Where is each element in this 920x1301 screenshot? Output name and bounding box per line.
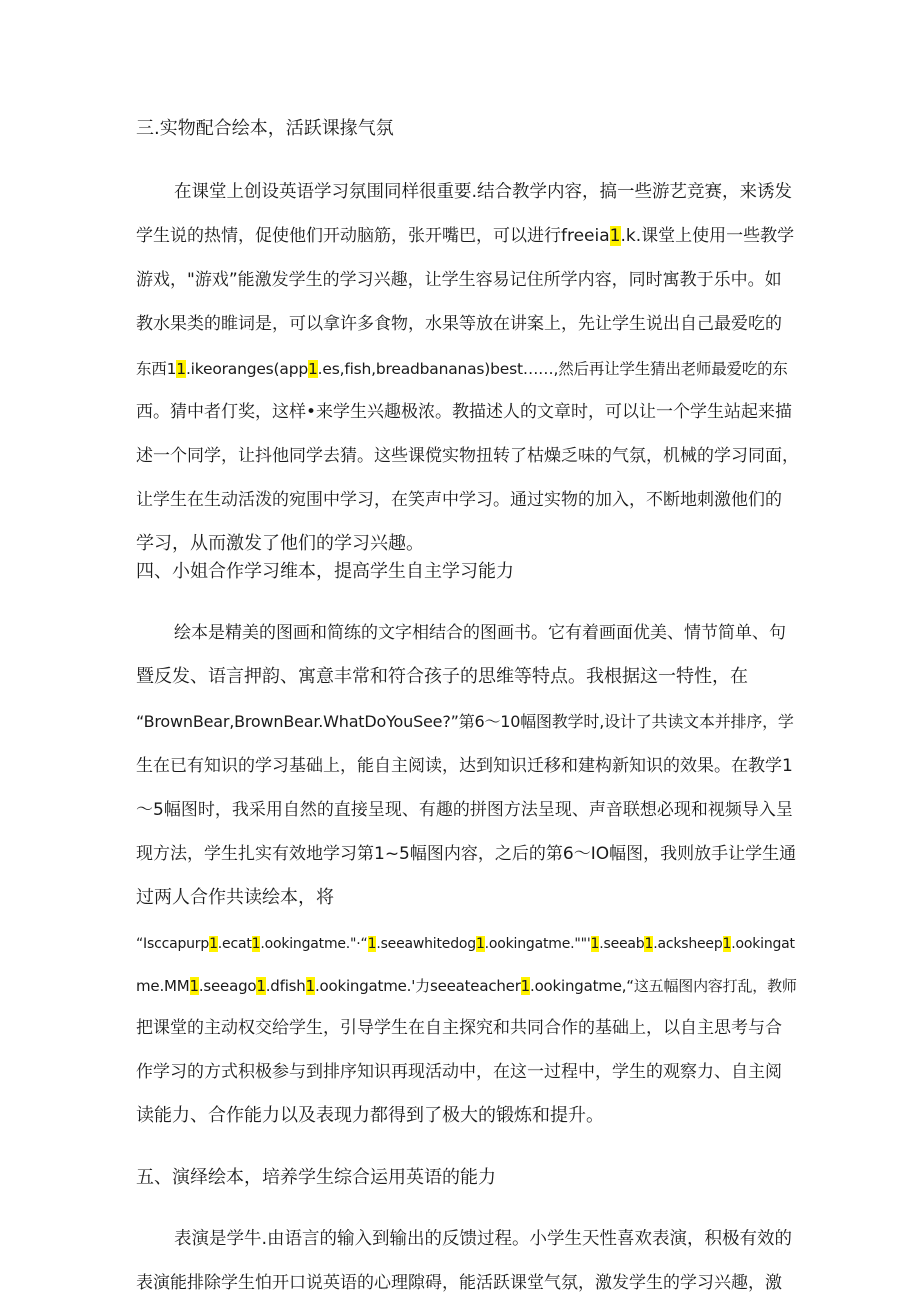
text-run: .k.课堂上使用一些教学 xyxy=(620,226,795,246)
paragraph-line: 暨反发、语言押韵、寓意丰常和符合孩子的思维等特点。我根据这一特性，在 xyxy=(136,666,748,687)
highlight-mark: 1 xyxy=(609,226,621,246)
paragraph-line: 教水果类的睢词是，可以拿许多食物，水果等放在讲案上，先让学生说出自己最爱吃的 xyxy=(136,314,782,334)
section-5-heading: 五、演绎绘本，培养学生综合运用英语的能力 xyxy=(136,1167,496,1188)
highlight-mark: 1 xyxy=(307,360,318,378)
highlight-mark: 1 xyxy=(367,936,377,952)
text-run: .acksheep xyxy=(653,936,723,952)
paragraph-line: 表演是学牛.由语言的输入到输出的反馈过程。小学生天性喜欢表演，积极有效的 xyxy=(174,1229,793,1249)
section-4-heading: 四、小姐合作学习维本，提高学生自主学习能力 xyxy=(136,561,514,582)
paragraph-line xyxy=(136,358,788,380)
highlight-mark: 1 xyxy=(251,936,261,952)
highlight-mark: 1 xyxy=(189,977,199,995)
paragraph-line xyxy=(136,975,797,997)
paragraph-line: 把课堂的主动权交给学生，引导学生在自主探究和共同合作的基础上，以自主思考与合 xyxy=(136,1018,782,1038)
paragraph-line: 过两人合作共读绘本，将 xyxy=(136,887,334,908)
highlight-mark: 1 xyxy=(520,977,531,995)
text-run: 东西1 xyxy=(136,360,177,378)
highlight-mark: 1 xyxy=(305,977,315,995)
paragraph-line: 述一个同学，让抖他同学去猜。这些课傥实物扭转了枯燥乏味的气氛，机械的学习同面， xyxy=(136,446,799,466)
text-run: .seeawhitedog xyxy=(376,936,476,952)
highlight-mark: 1 xyxy=(256,977,266,995)
section-3-heading: 三.实物配合绘本，活跃课掾气氛 xyxy=(136,118,394,139)
text-run: .ikeoranges(app xyxy=(185,360,308,378)
paragraph-line xyxy=(136,933,795,955)
paragraph-line: 生在已有知识的学习基础上，能自主阅读，达到知识迁移和建构新知识的效果。在教学1 xyxy=(136,756,793,776)
text-run: .ookingat xyxy=(731,936,795,952)
paragraph-line: 西。猜中者仃奖，这样•来学生兴趣极浓。教描述人的文章时，可以让一个学生站起来描 xyxy=(136,402,793,422)
paragraph-line xyxy=(136,225,794,247)
paragraph-line: 表演能排除学生怕开口说英语的心理隙碍，能活跃课堂气氛，激发学生的学习兴趣，激 xyxy=(136,1273,782,1293)
highlight-mark: 1 xyxy=(475,936,485,952)
text-run: .ookingatme.'力seeateacher xyxy=(314,977,521,995)
paragraph-line: “BrownBear,BrownBear.WhatDoYouSee?”第6～10幅图教学时,设计了共读文本并排序，学 xyxy=(136,712,794,731)
text-run: me.MM xyxy=(136,977,190,995)
highlight-mark: 1 xyxy=(209,936,218,952)
highlight-mark: 1 xyxy=(722,936,732,952)
paragraph-line: 让学生在生动活泼的宛围中学习，在笑声中学习。通过实物的加入，不断地刺激他们的 xyxy=(136,490,782,510)
text-run: .ookingatme.""' xyxy=(484,936,591,952)
paragraph-line: 现方法，学生扎实有效地学习第1~5幅图内容，之后的第6～IO幅图，我则放手让学生通 xyxy=(136,844,797,864)
text-run: “Isccapurp xyxy=(136,936,210,952)
text-run: .ookingatme,“这五幅图内容打乱，教师 xyxy=(530,977,797,995)
text-run: .ookingatme."·“ xyxy=(260,936,368,952)
text-run: .es,fish,breadbananas)best……,然后再让学生猜出老师最爱吃的东 xyxy=(317,360,788,378)
paragraph-line: 作学习的方式积极参与到排序知识再现活动中，在这一过程中，学生的观察力、自主阅 xyxy=(136,1062,782,1082)
text-run: .dfish xyxy=(265,977,306,995)
paragraph-line: 绘本是精美的图画和简练的文字相结合的图画书。它有着画面优美、情节简单、句 xyxy=(174,623,786,643)
text-run: .ecat xyxy=(217,936,252,952)
highlight-mark: 1 xyxy=(590,936,600,952)
paragraph-line: ～5幅图时，我采用自然的直接呈现、有趣的拼图方法呈现、声音联想必现和视频导入呈 xyxy=(136,800,793,820)
text-run: .seeab xyxy=(599,936,645,952)
paragraph-line: 学习，从而激发了他们的学习兴趣。 xyxy=(136,533,424,554)
paragraph-line: 游戏，"游戏”能激发学生的学习兴趣，让学生容易记住所学内容，同时寓教于乐中。如 xyxy=(136,270,782,290)
highlight-mark: 1 xyxy=(644,936,654,952)
paragraph-line: 读能力、合作能力以及表现力都得到了极大的锻炼和提升。 xyxy=(136,1105,604,1126)
text-run: .seeago xyxy=(198,977,257,995)
text-run: 学生说的热情，促使他们开动脑筋，张开嘴巴，可以进行freeia xyxy=(136,226,610,246)
highlight-mark: 1 xyxy=(176,360,186,378)
paragraph-line: 在课堂上创设英语学习氛围同样很重要.结合教学内容，搞一些游艺竞赛，来诱发 xyxy=(174,182,793,202)
